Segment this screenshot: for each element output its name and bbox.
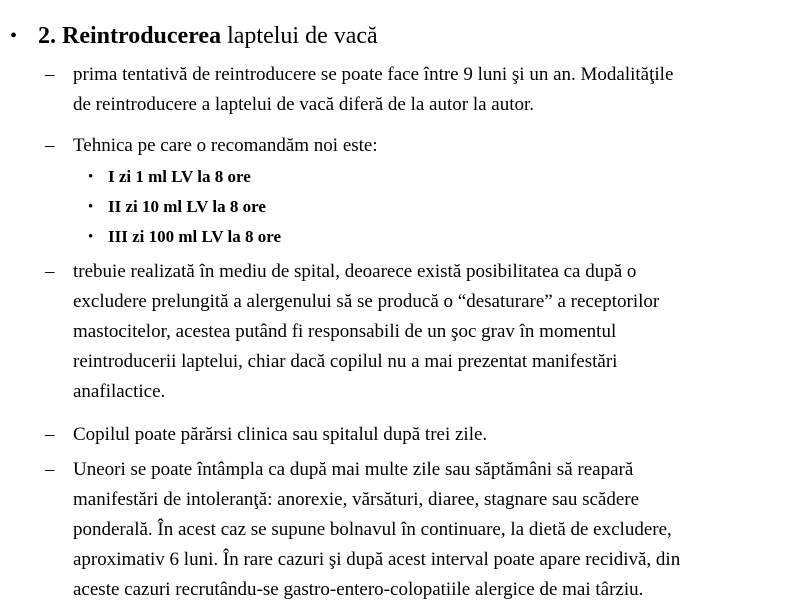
text-line: de reintroducere a laptelui de vacă diferă de la autor la autor. [73, 94, 535, 115]
sub-list-item [88, 222, 281, 252]
bullet-icon: • [88, 229, 94, 245]
bullet-icon: • [10, 25, 18, 47]
bullet-icon: • [88, 169, 94, 185]
text-line: manifestări de intoleranţă: anorexie, vărsături, diaree, stagnare sau scădere [73, 489, 640, 510]
dash-icon: – [45, 135, 55, 156]
list-item-text [73, 420, 795, 450]
list-item [45, 60, 795, 120]
list-item-text [73, 60, 795, 120]
text-line: Copilul poate părărsi clinica sau spitalul după trei zile. [73, 424, 488, 445]
dash-icon: – [45, 261, 55, 282]
sub-list-item-text: II zi 10 ml LV la 8 ore [108, 197, 266, 216]
text-line: ponderală. În acest caz se supune bolnavul în continuare, la dietă de excludere, [73, 519, 672, 540]
sub-list-item [88, 192, 266, 222]
dash-icon: – [45, 64, 55, 85]
sub-list-item [88, 162, 251, 192]
heading-rest: laptelui de vacă [221, 23, 378, 49]
list-item-text [73, 131, 795, 161]
text-line: excludere prelungită a alergenului să se producă o “desaturare” a receptorilor [73, 291, 660, 312]
text-line: mastocitelor, acestea putând fi responsabili de un şoc grav în momentul [73, 321, 617, 342]
heading-text [38, 20, 378, 52]
heading-bold: 2. Reintroducerea [38, 23, 222, 49]
list-item [45, 420, 795, 450]
dash-icon: – [45, 424, 55, 445]
list-item-text [73, 257, 795, 407]
dash-icon: – [45, 459, 55, 480]
text-line: aceste cazuri recrutându-se gastro-entero-colopatiile alergice de mai târziu. [73, 579, 644, 600]
text-line: reintroducerii laptelui, chiar dacă copilul nu a mai prezentat manifestări [73, 351, 618, 372]
list-item [45, 455, 795, 600]
text-line: anafilactice. [73, 381, 166, 402]
text-line: Tehnica pe care o recomandăm noi este: [73, 135, 378, 156]
list-item-text [73, 455, 795, 600]
text-line: trebuie realizată în mediu de spital, deoarece există posibilitatea ca după o [73, 261, 637, 282]
bullet-icon: • [88, 199, 94, 215]
list-item [45, 257, 795, 407]
sub-list-item-text: I zi 1 ml LV la 8 ore [108, 167, 251, 186]
text-line: aproximativ 6 luni. În rare cazuri şi după acest interval poate apare recidivă, din [73, 549, 681, 570]
text-line: prima tentativă de reintroducere se poate face între 9 luni şi un an. Modalităţile [73, 64, 674, 85]
sub-list-item-text: III zi 100 ml LV la 8 ore [108, 227, 282, 246]
text-line: Uneori se poate întâmpla ca după mai multe zile sau săptămâni să reapară [73, 459, 634, 480]
list-item [45, 131, 795, 161]
